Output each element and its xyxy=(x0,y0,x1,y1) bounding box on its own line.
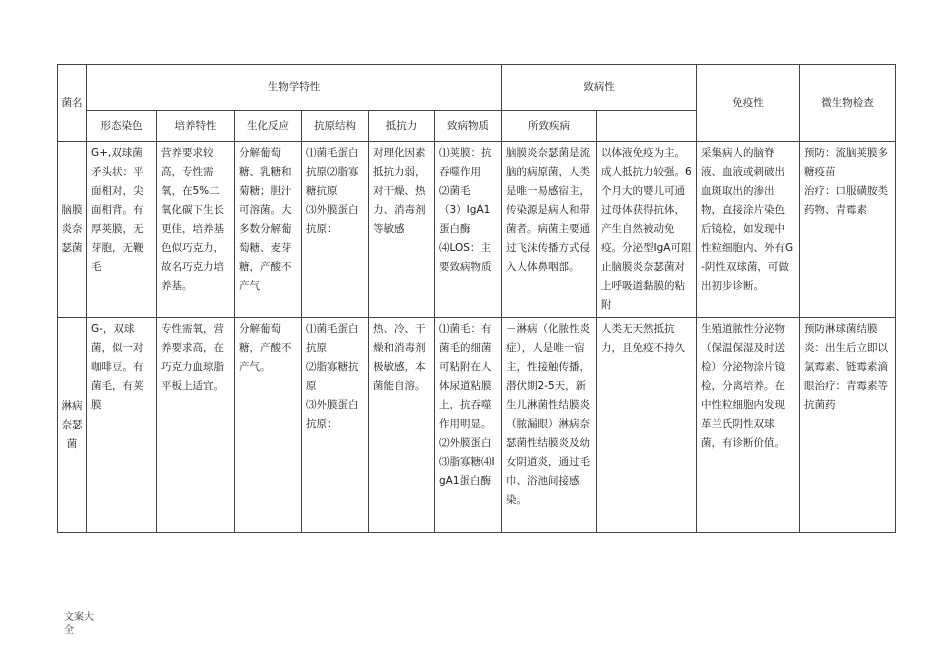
cell-line: 对理化因素抵抗力弱，对干燥、热力、消毒剂等敏感 xyxy=(373,147,426,235)
cell-line: 采集病人的脑脊液、血液或刺破出血斑取出的渗出物，直接涂片染色后镜检，如发现中性粒细胞内、外有G-阴性双球菌，可做出初步诊断。 xyxy=(701,147,794,292)
cell-biochemical xyxy=(235,142,302,318)
footer-line: 文案大 xyxy=(64,612,94,623)
cell-line: 营养要求较高，专性需氧，在5%二氧化碳下生长更佳，培养基色似巧克力，故名巧克力培养基。 xyxy=(161,147,224,292)
cell-immunity xyxy=(597,142,697,318)
cell-culture xyxy=(157,318,235,533)
header-species: 菌名 xyxy=(58,65,87,142)
cell-line: 预防淋球菌结膜炎：出生后立即以氯霉素、链霉素滴眼治疗：青霉素等抗菌药 xyxy=(804,323,889,411)
bacteria-comparison-table xyxy=(57,64,896,533)
cell-line: G-，双球菌，似一对咖啡豆。有菌毛，有荚膜 xyxy=(91,323,144,411)
cell-line: －淋病（化脓性炎症），人是唯一宿主，性接触传播，潜伏期2-5天，新生儿淋菌性结膜炎（脓漏眼）淋病奈瑟菌性结膜炎及幼女阴道炎，通过毛巾、浴池间接感染。 xyxy=(506,323,591,506)
cell-line: 分解葡萄糖、乳糖和菊糖；胆汁可溶菌。大多数分解葡萄糖、麦芽糖，产酸不产气 xyxy=(239,147,292,292)
cell-line: ⑵外膜蛋白 xyxy=(439,437,492,449)
cell-line: 生殖道脓性分泌物（保温保湿及时送检）分泌物涂片镜检，分离培养。在中性粒细胞内发现革兰氏阴性双球菌，有诊断价值。 xyxy=(701,323,786,449)
cell-resistance xyxy=(369,318,435,533)
table-row-gonococcus xyxy=(58,318,896,533)
header-pathogenic-substance: 致病物质 xyxy=(435,111,502,142)
cell-pathogenic-substance xyxy=(435,142,502,318)
cell-line: ⑷LOS：主要致病物质 xyxy=(439,242,492,273)
cell-line: 以体液免疫为主。成人抵抗力较强。6个月大的婴儿可通过母体获得抗体，产生自然被动免疫。分泌型IgA可阻止脑膜炎奈瑟菌对上呼吸道黏膜的粘附 xyxy=(601,147,692,311)
cell-line: ⑵菌毛 xyxy=(439,185,471,197)
cell-biochemical xyxy=(235,318,302,533)
header-microbiological-exam: 微生物检查 xyxy=(800,65,896,142)
header-pathogenicity: 致病性 xyxy=(502,65,697,111)
header-morphology: 形态染色 xyxy=(87,111,157,142)
species-name: 脑膜炎奈瑟菌 xyxy=(58,142,87,318)
cell-microbiological-exam xyxy=(697,142,800,318)
cell-line: 治疗：口服磺胺类药物、青霉素 xyxy=(804,185,889,216)
cell-disease xyxy=(502,142,597,318)
header-antigen: 抗原结构 xyxy=(302,111,369,142)
cell-line: （3）IgA1蛋白酶 xyxy=(439,204,491,235)
header-immunity: 免疫性 xyxy=(697,65,800,142)
cell-antigen xyxy=(302,318,369,533)
header-biochemical: 生化反应 xyxy=(235,111,302,142)
cell-disease xyxy=(502,318,597,533)
cell-antigen xyxy=(302,142,369,318)
cell-line: 分解葡萄糖，产酸不产气。 xyxy=(239,323,292,373)
species-name: 淋病奈瑟菌 xyxy=(58,318,87,533)
header-resistance: 抵抗力 xyxy=(369,111,435,142)
cell-line: 预防：流脑荚膜多糖疫苗 xyxy=(804,147,889,178)
cell-line: 专性需氧，营养要求高，在巧克力血琼脂平板上适宜。 xyxy=(161,323,224,392)
cell-morphology xyxy=(87,318,157,533)
cell-pathogenic-substance xyxy=(435,318,502,533)
cell-line: ⑴菌毛蛋白抗原⑵脂寡糖抗原 xyxy=(306,147,359,197)
cell-line: ⑵脂寡糖抗原 xyxy=(306,361,359,392)
cell-resistance xyxy=(369,142,435,318)
cell-microbiological-exam xyxy=(697,318,800,533)
header-biological-characteristics: 生物学特性 xyxy=(87,65,502,111)
cell-line: ⑶脂寡糖⑷IgA1蛋白酶 xyxy=(439,456,495,487)
cell-prevention-treatment xyxy=(800,142,896,318)
cell-immunity xyxy=(597,318,697,533)
header-culture: 培养特性 xyxy=(157,111,235,142)
cell-line: ⑴荚膜：抗吞噬作用 xyxy=(439,147,492,178)
cell-line: ⑴菌毛蛋白抗原 xyxy=(306,323,359,354)
cell-line: 热、冷、干燥和消毒剂极敏感，本菌能自溶。 xyxy=(373,323,426,392)
table-row-meningococcus xyxy=(58,142,896,318)
cell-prevention-treatment xyxy=(800,318,896,533)
cell-line: 人类无天然抵抗力，且免疫不持久 xyxy=(601,323,686,354)
header-row-top xyxy=(58,65,896,111)
header-disease: 所致疾病 xyxy=(502,111,597,142)
cell-line: G+,双球菌矛头状：平面相对，尖面相背。有厚荚膜，无芽胞，无鞭毛 xyxy=(91,147,144,273)
cell-morphology xyxy=(87,142,157,318)
cell-culture xyxy=(157,142,235,318)
footer-line: 全 xyxy=(64,625,74,636)
cell-line: ⑶外膜蛋白抗原： xyxy=(306,204,359,235)
cell-line: ⑶外膜蛋白抗原： xyxy=(306,399,359,430)
footer-watermark xyxy=(64,611,94,637)
cell-line: ⑴菌毛：有菌毛的细菌可粘附在人体尿道粘膜上，抗吞噬作用明显。 xyxy=(439,323,492,430)
cell-line: 脑膜炎奈瑟菌是流脑的病原菌，人类是唯一易感宿主，传染源是病人和带菌者。病菌主要通过飞沫传播方式侵入人体鼻咽部。 xyxy=(506,147,591,273)
